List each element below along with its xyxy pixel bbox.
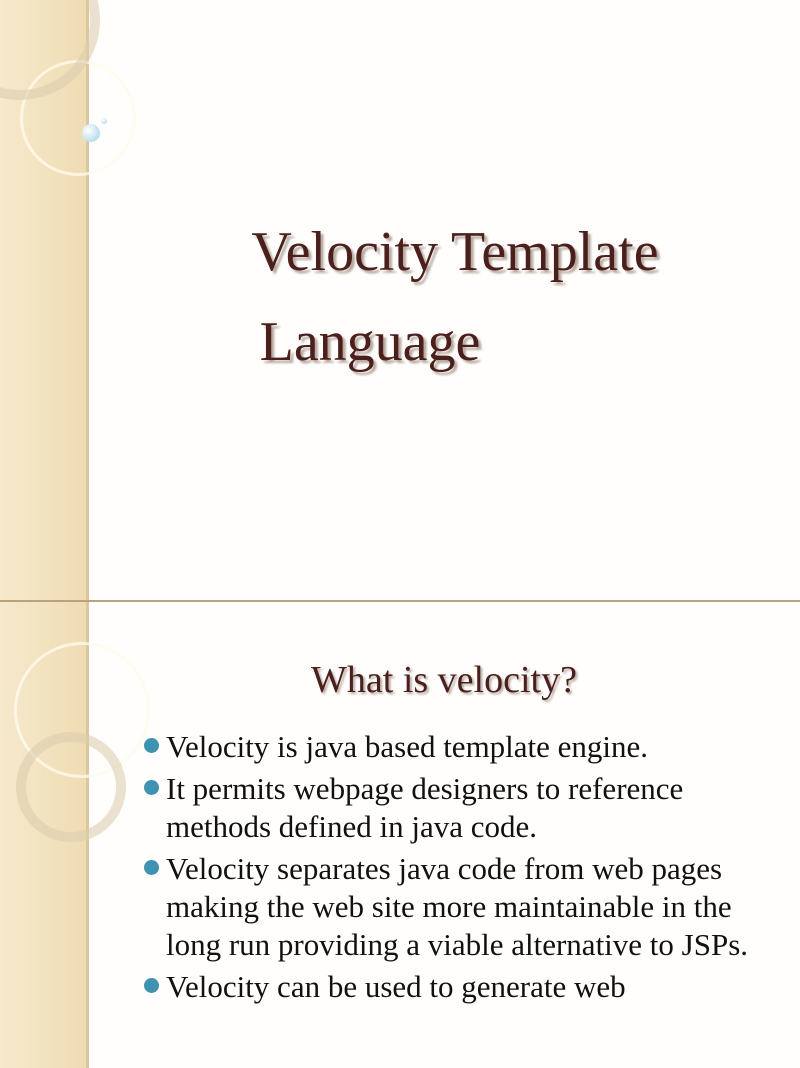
decorative-ring: [16, 732, 126, 842]
list-item: [140, 728, 780, 766]
decorative-side-strip: [0, 0, 89, 600]
bullet-text: It permits webpage designers to reference methods defined in java code.: [166, 771, 684, 844]
bullet-icon: [144, 978, 159, 993]
bullet-icon: [144, 860, 159, 875]
decorative-bubble: [82, 124, 100, 142]
decorative-bubble: [101, 118, 107, 124]
slide-heading: What is velocity?: [311, 659, 577, 701]
bullet-text: Velocity can be used to generate web: [166, 969, 626, 1004]
bullet-text: Velocity separates java code from web pages making the web site more maintainable in the long run providing a viable alternative to JSPs.: [166, 851, 749, 962]
decorative-side-strip: [0, 602, 89, 1068]
title-line-2: Language: [259, 311, 481, 373]
title-line-1: Velocity Template: [251, 221, 659, 283]
list-item: [140, 770, 780, 846]
list-item: [140, 850, 780, 964]
bullet-icon: [144, 780, 159, 795]
list-item: [140, 968, 780, 1006]
bullet-list: [140, 728, 780, 1010]
slide-what-is-velocity: [0, 600, 800, 1068]
bullet-icon: [144, 738, 159, 753]
bullet-text: Velocity is java based template engine.: [166, 729, 649, 764]
